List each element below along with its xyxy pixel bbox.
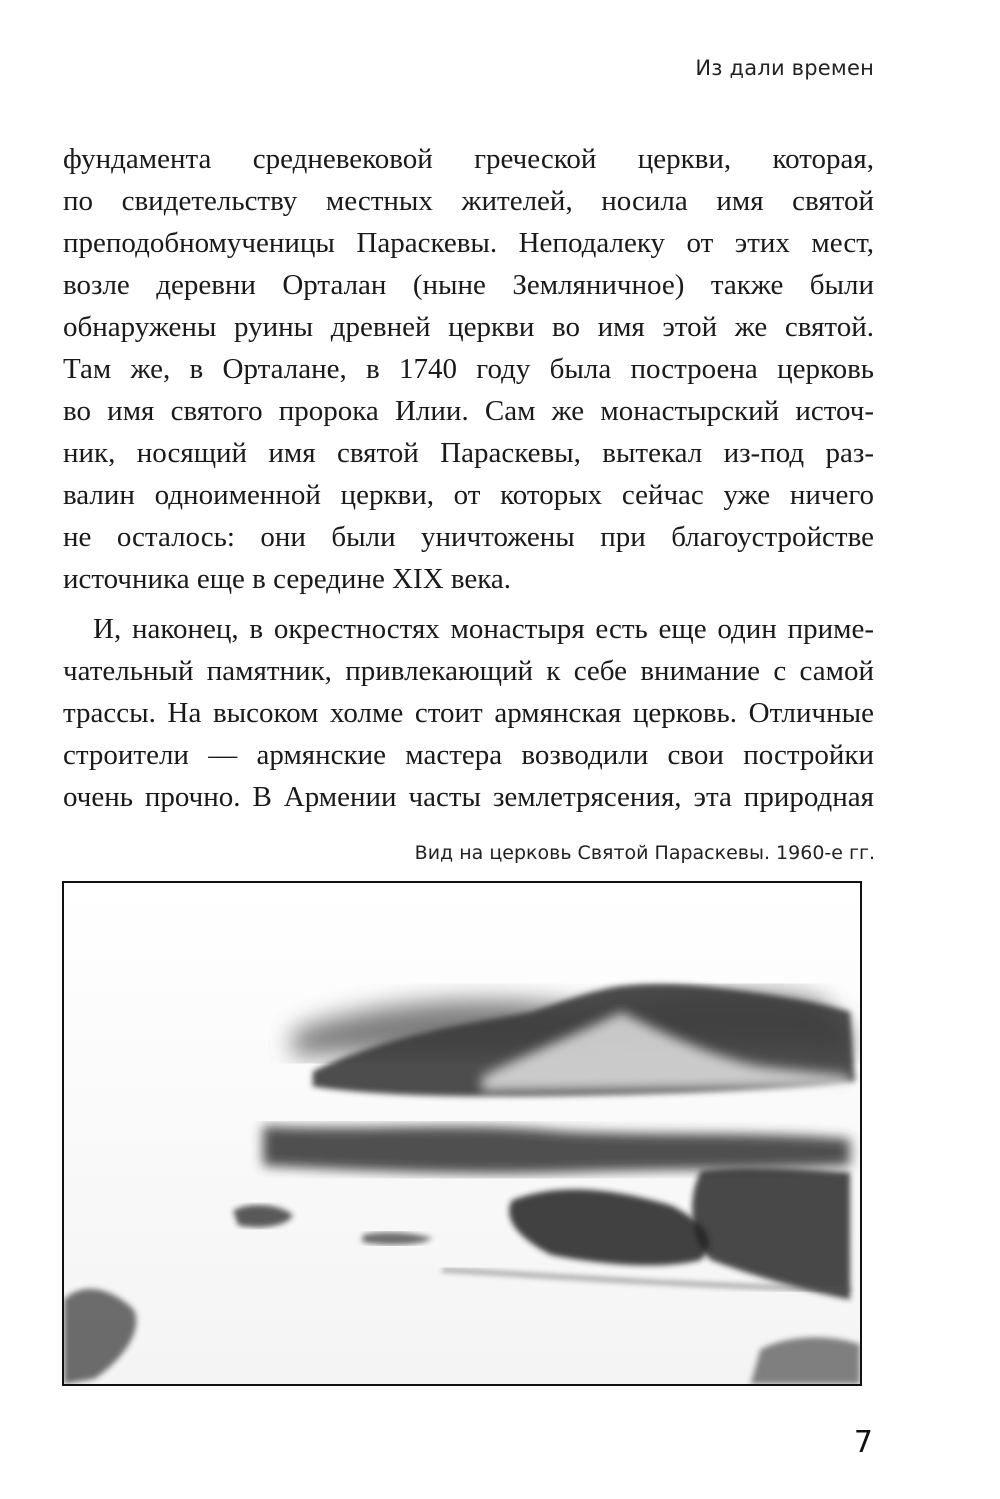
text-line: Там же, в Орталане, в 1740 году была построена церковь <box>63 353 874 385</box>
text-line: строители — армянские мастера возводили свои постройки <box>63 739 874 771</box>
text-line: источника еще в середине XIX века. <box>63 563 512 595</box>
photo-frame <box>62 881 862 1386</box>
photo-caption: Вид на церковь Святой Параскевы. 1960-е гг. <box>414 842 875 864</box>
paragraph-1 <box>63 138 874 600</box>
text-line: возле деревни Орталан (ныне Земляничное) также были <box>63 269 874 301</box>
text-line: преподобномученицы Параскевы. Неподалеку от этих мест, <box>63 227 874 259</box>
text-line: фундамента средневековой греческой церкви, которая, <box>63 143 874 175</box>
body-text <box>63 138 874 818</box>
running-head: Из дали времен <box>695 56 874 80</box>
text-line: валин одноименной церкви, от которых сейчас уже ничего <box>63 479 874 511</box>
text-line: И, наконец, в окрестностях монастыря есть еще один приме- <box>93 613 874 645</box>
landscape-photo <box>64 883 860 1384</box>
text-line: чательный памятник, привлекающий к себе внимание с самой <box>63 655 874 687</box>
text-line: очень прочно. В Армении часты землетрясения, эта природная <box>63 781 874 813</box>
text-line: не осталось: они были уничтожены при благоустройстве <box>63 521 874 553</box>
text-line: трассы. На высоком холме стоит армянская церковь. Отличные <box>63 697 874 729</box>
paragraph-2 <box>63 608 874 818</box>
text-line: по свидетельству местных жителей, носила имя святой <box>63 185 874 217</box>
text-line: ник, носящий имя святой Параскевы, вытекал из-под раз- <box>63 437 874 469</box>
page-number: 7 <box>853 1425 873 1460</box>
text-line: во имя святого пророка Илии. Сам же монастырский источ- <box>63 395 874 427</box>
text-line: обнаружены руины древней церкви во имя этой же святой. <box>63 311 874 343</box>
